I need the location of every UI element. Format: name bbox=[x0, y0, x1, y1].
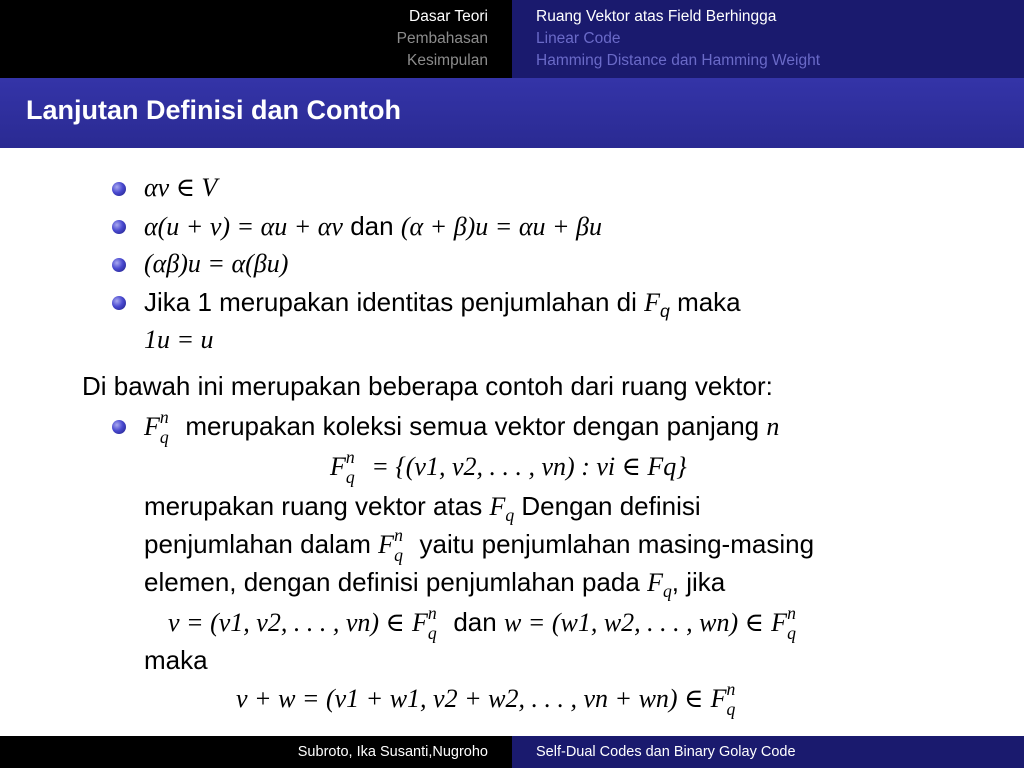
example-line-5: elemen, dengan definisi penjumlahan pada $F_q$, jika bbox=[144, 567, 726, 602]
bullet-icon bbox=[112, 182, 126, 196]
footer-title-box bbox=[512, 736, 1024, 768]
axiom-distributive bbox=[144, 210, 602, 243]
fqn-symbol: F n q bbox=[330, 447, 355, 487]
example-lead bbox=[144, 407, 780, 447]
set-definition bbox=[330, 447, 687, 487]
header-bar bbox=[0, 0, 1024, 78]
bullet-icon bbox=[112, 220, 126, 234]
example-line-8: v + w = (v1 + w1, v2 + w2, . . . , vn + wn) ∈ F n q bbox=[236, 679, 736, 719]
set-builder: = {(v1, v2, . . . , vn) : vi ∈ Fq} bbox=[371, 452, 687, 481]
nav-subsection-linear-code[interactable]: Linear Code bbox=[536, 30, 621, 47]
field-symbol: $F_q$ bbox=[647, 568, 672, 602]
fqn-symbol: F n q bbox=[144, 407, 169, 447]
field-subscript: q bbox=[659, 301, 670, 322]
axiom-identity bbox=[144, 286, 741, 322]
nav-subsection-hamming[interactable]: Hamming Distance dan Hamming Weight bbox=[536, 52, 820, 69]
fqn-symbol: F n q bbox=[771, 603, 796, 643]
example-line-7: maka bbox=[144, 645, 208, 675]
nav-section-pembahasan[interactable]: Pembahasan bbox=[396, 30, 488, 47]
nav-section-dasar-teori[interactable]: Dasar Teori bbox=[409, 8, 488, 25]
examples-intro: Di bawah ini merupakan beberapa contoh dari ruang vektor: bbox=[82, 371, 773, 401]
bullet-icon bbox=[112, 296, 126, 310]
fqn-symbol: F n q bbox=[412, 603, 437, 643]
length-n: n bbox=[766, 412, 780, 441]
footer-authors: Subroto, Ika Susanti,Nugroho bbox=[297, 744, 488, 760]
fqn-symbol: F n q bbox=[378, 525, 403, 565]
example-line-3: merupakan ruang vektor atas $F_q$ Dengan definisi bbox=[144, 491, 701, 526]
frame-title-bar bbox=[0, 78, 1024, 148]
footer-authors-box bbox=[0, 736, 512, 768]
example-line-4: penjumlahan dalam F n q yaitu penjumlahan masing-masing bbox=[144, 525, 815, 565]
distributive-left: α(u + v) = αu + αv bbox=[144, 212, 343, 241]
frame-title: Lanjutan Definisi dan Contoh bbox=[26, 95, 401, 125]
section-nav bbox=[0, 0, 512, 78]
subsection-nav bbox=[512, 0, 1024, 78]
bullet-icon bbox=[112, 258, 126, 272]
bullet-icon bbox=[112, 420, 126, 434]
footer-bar bbox=[0, 736, 1024, 768]
nav-subsection-ruang-vektor[interactable]: Ruang Vektor atas Field Berhingga bbox=[536, 8, 777, 25]
footer-talk-title: Self-Dual Codes dan Binary Golay Code bbox=[536, 744, 796, 760]
field-symbol: F bbox=[644, 288, 660, 317]
example-line-6: v = (v1, v2, . . . , vn) ∈ F n q dan w = (w1, w2, . . . , wn) ∈ F n q bbox=[168, 603, 796, 643]
slide-content bbox=[0, 148, 1024, 736]
axiom-associative: (αβ)u = α(βu) bbox=[144, 249, 289, 278]
identity-equation: 1u = u bbox=[144, 325, 214, 354]
fqn-symbol: F n q bbox=[710, 679, 736, 719]
axiom-scalar-closure: αv ∈ V bbox=[144, 173, 218, 202]
field-symbol: $F_q$ bbox=[489, 492, 515, 526]
identity-text: Jika 1 merupakan identitas penjumlahan di bbox=[144, 287, 637, 317]
example-lead-text: merupakan koleksi semua vektor dengan panjang bbox=[185, 411, 760, 441]
distributive-right: (α + β)u = αu + βu bbox=[400, 212, 602, 241]
connector-dan: dan bbox=[350, 211, 394, 241]
identity-maka: maka bbox=[677, 287, 741, 317]
nav-section-kesimpulan[interactable]: Kesimpulan bbox=[407, 52, 488, 69]
